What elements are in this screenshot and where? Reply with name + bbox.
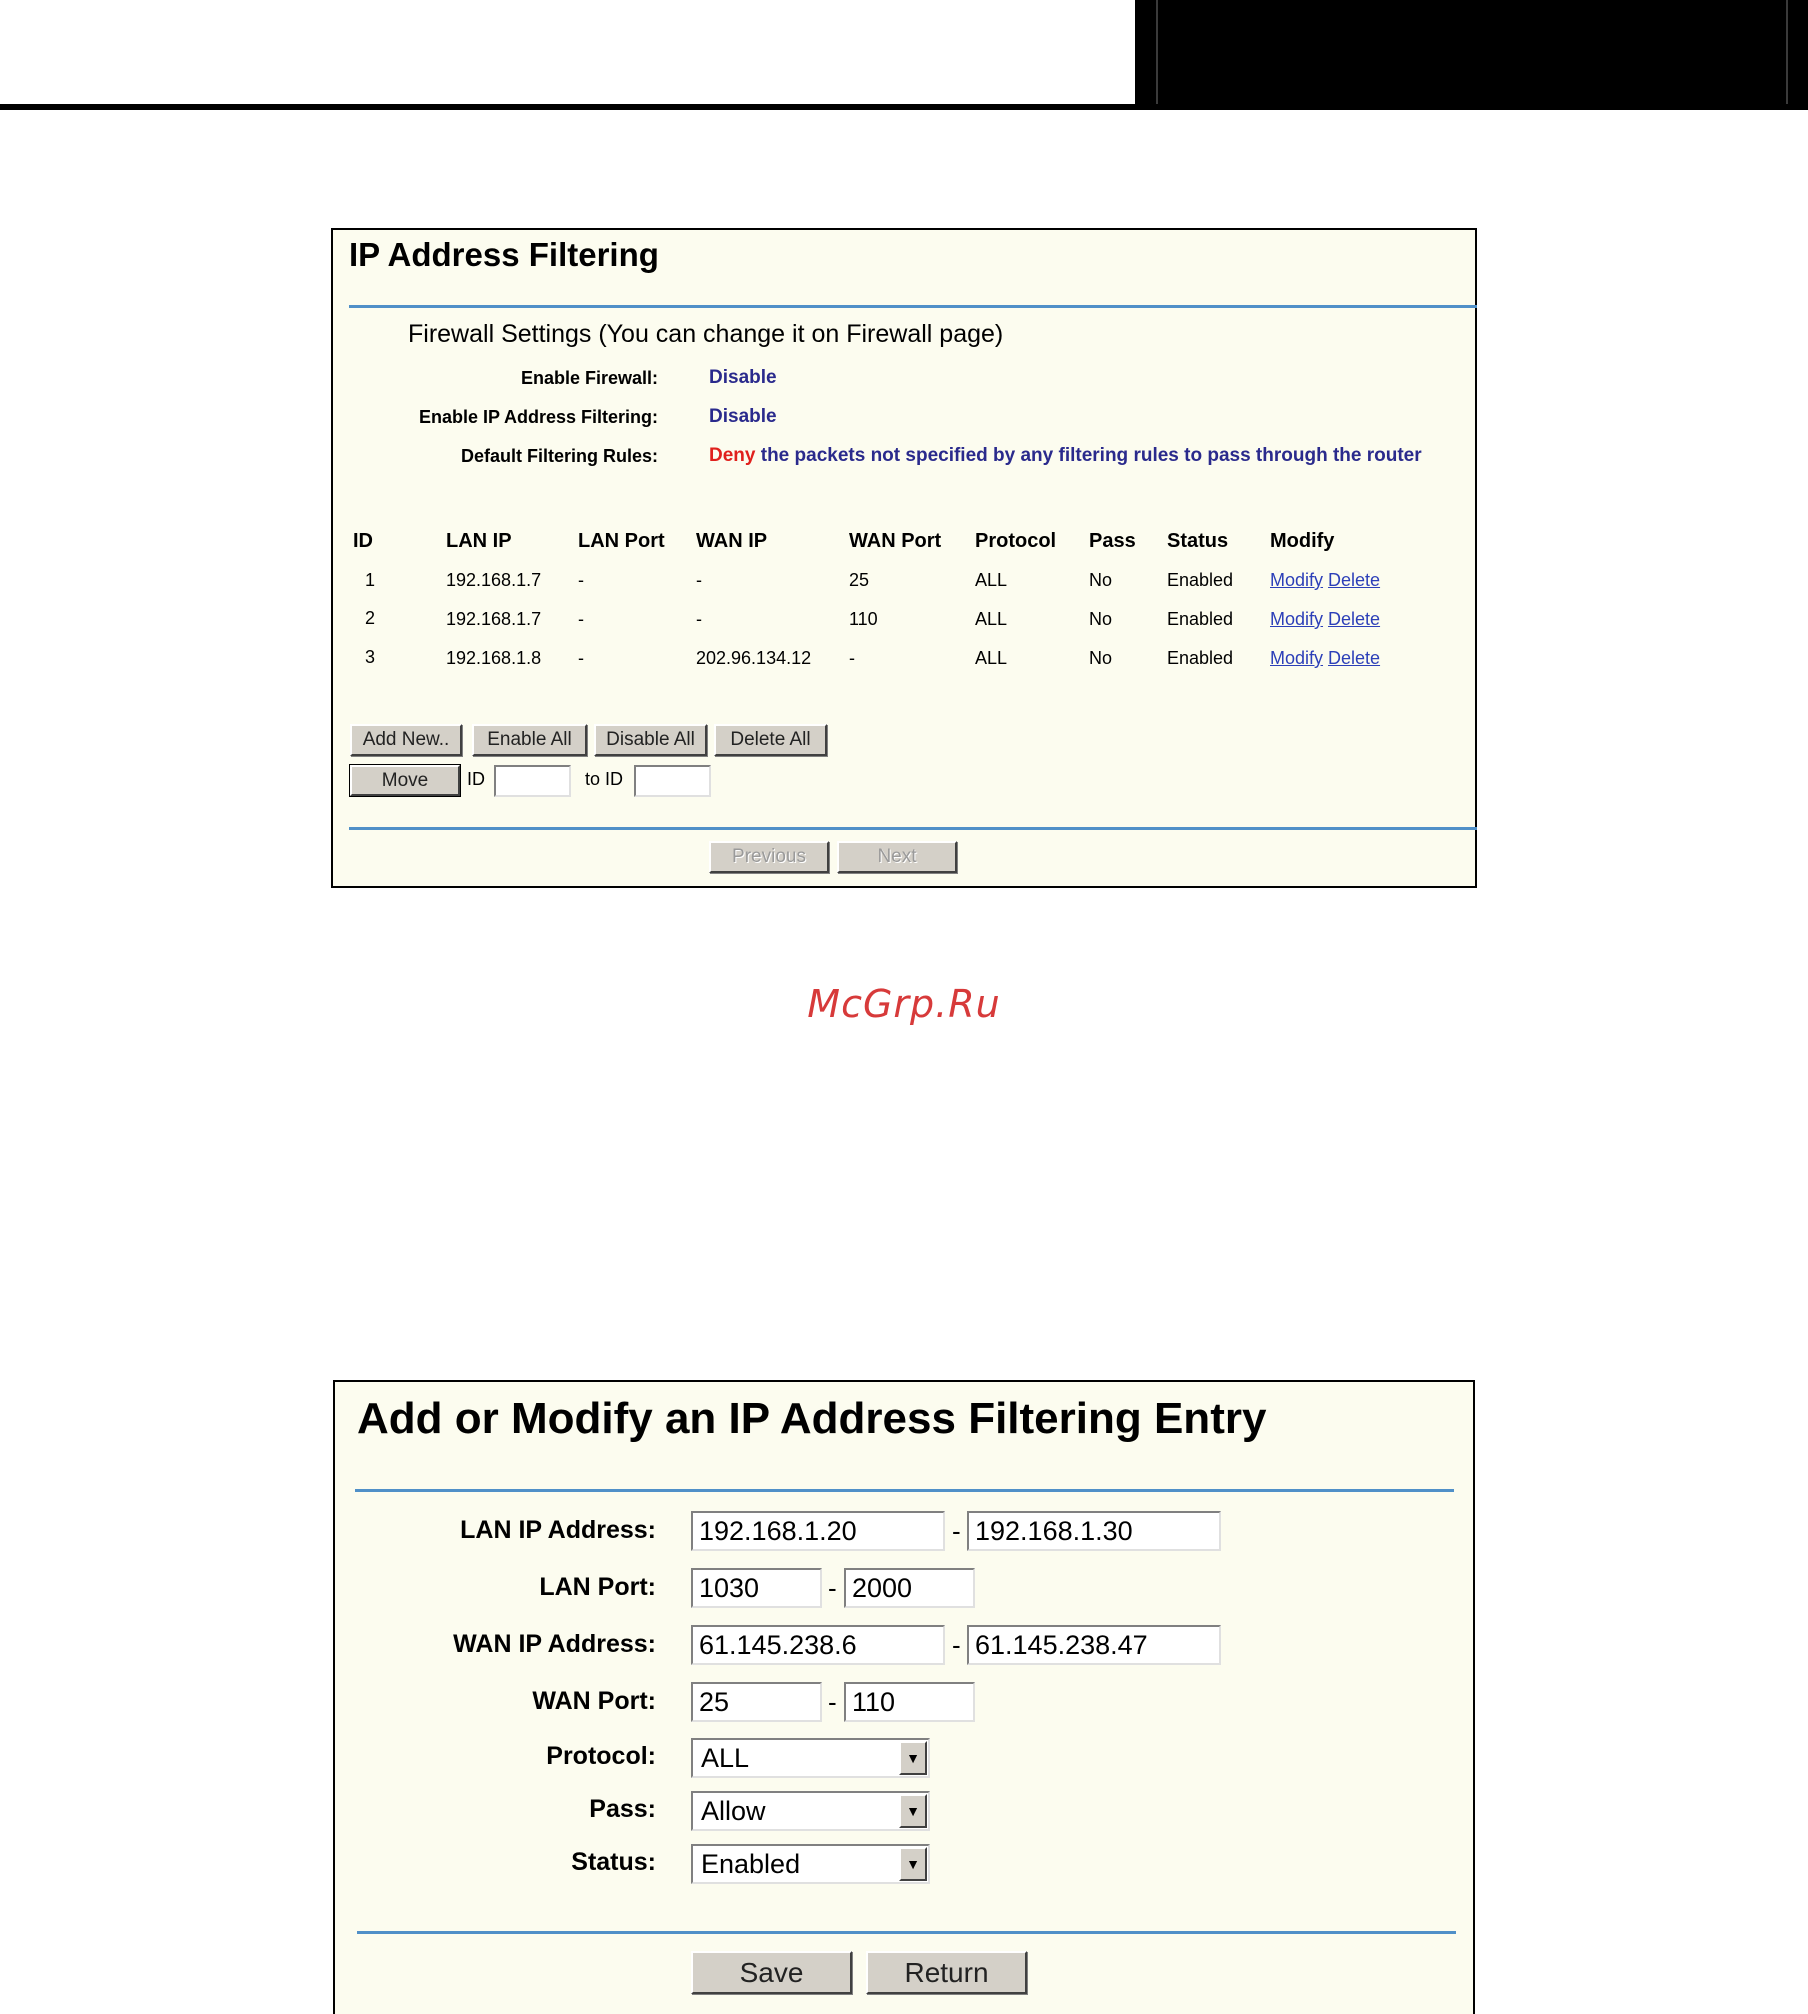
column-header-lan-port: LAN Port: [578, 530, 665, 552]
dropdown-arrow-icon[interactable]: ▼: [899, 1794, 927, 1828]
row-status: Enabled: [1167, 648, 1234, 668]
modify-link[interactable]: Modify: [1270, 648, 1324, 668]
row-pass: No: [1089, 648, 1113, 668]
pass-select[interactable]: [691, 1791, 930, 1831]
column-header-id: ID: [353, 530, 373, 552]
dropdown-arrow-icon[interactable]: ▼: [899, 1741, 927, 1775]
pass-selected-value: Allow: [701, 1796, 766, 1826]
row-id: 3: [365, 647, 376, 667]
return-button[interactable]: Return: [866, 1951, 1027, 1994]
lan-port-from-input[interactable]: [691, 1568, 822, 1608]
column-header-protocol: Protocol: [975, 530, 1057, 552]
lan-ip-address-label: LAN IP Address:: [460, 1516, 656, 1544]
wan-port-to-input[interactable]: [844, 1682, 975, 1722]
delete-link[interactable]: Delete: [1328, 648, 1381, 668]
column-header-modify: Modify: [1270, 530, 1335, 552]
status-selected-value: Enabled: [701, 1849, 801, 1879]
pass-label: Pass:: [589, 1795, 656, 1823]
header-black-block: [1135, 0, 1808, 110]
range-dash: -: [828, 1573, 837, 1603]
row-wan-port: 110: [849, 609, 878, 629]
disable-all-button[interactable]: Disable All: [594, 724, 707, 756]
protocol-selected-value: ALL: [701, 1743, 750, 1773]
move-id-input[interactable]: [494, 765, 571, 797]
row-pass: No: [1089, 609, 1113, 629]
column-header-lan-ip: LAN IP: [446, 530, 512, 552]
row-lan-ip: 192.168.1.7: [446, 609, 542, 629]
delete-link[interactable]: Delete: [1328, 609, 1381, 629]
ip-address-filtering-panel: [331, 228, 1477, 888]
row-status: Enabled: [1167, 570, 1234, 590]
protocol-label: Protocol:: [546, 1742, 656, 1770]
header-divider: [1156, 0, 1158, 104]
watermark: McGrp.Ru: [807, 982, 1001, 1026]
row-wan-ip: 202.96.134.12: [696, 648, 812, 668]
row-id: 1: [365, 570, 376, 590]
panel-title: Add or Modify an IP Address Filtering Entry: [357, 1394, 1267, 1443]
status-select[interactable]: [691, 1844, 930, 1884]
row-pass: No: [1089, 570, 1113, 590]
dropdown-arrow-icon[interactable]: ▼: [899, 1847, 927, 1881]
protocol-select[interactable]: [691, 1738, 930, 1778]
save-button[interactable]: Save: [691, 1951, 852, 1994]
row-lan-ip: 192.168.1.8: [446, 648, 542, 668]
lan-port-to-input[interactable]: [844, 1568, 975, 1608]
previous-button[interactable]: Previous: [709, 841, 829, 873]
wan-port-label: WAN Port:: [532, 1687, 656, 1715]
modify-link[interactable]: Modify: [1270, 570, 1324, 590]
wan-ip-from-input[interactable]: [691, 1625, 945, 1665]
move-to-id-label: to ID: [585, 769, 624, 789]
rules-description: the packets not specified by any filtering rules to pass through the router: [755, 445, 1422, 466]
add-modify-entry-panel: [333, 1380, 1475, 2014]
lan-ip-from-input[interactable]: [691, 1511, 945, 1551]
status-label: Status:: [571, 1848, 656, 1876]
wan-port-from-input[interactable]: [691, 1682, 822, 1722]
enable-firewall-label: Enable Firewall:: [520, 368, 658, 388]
wan-ip-to-input[interactable]: [967, 1625, 1221, 1665]
default-rules-value: [709, 445, 1422, 467]
move-to-id-input[interactable]: [634, 765, 711, 797]
range-dash: -: [828, 1687, 837, 1717]
row-actions: [1270, 609, 1380, 630]
row-wan-port: -: [849, 648, 855, 668]
add-new-button[interactable]: Add New..: [350, 724, 462, 756]
row-lan-port: -: [578, 570, 584, 590]
default-rules-label: Default Filtering Rules:: [460, 446, 658, 466]
modify-link[interactable]: Modify: [1270, 609, 1324, 629]
enable-firewall-value: Disable: [709, 367, 777, 388]
column-header-wan-port: WAN Port: [849, 530, 942, 552]
firewall-settings-heading: Firewall Settings (You can change it on Firewall page): [408, 320, 1004, 348]
row-id: 2: [365, 608, 376, 628]
lan-port-label: LAN Port:: [539, 1573, 656, 1601]
column-header-wan-ip: WAN IP: [696, 530, 768, 552]
divider: [349, 305, 1477, 308]
row-wan-ip: -: [696, 570, 702, 590]
row-lan-port: -: [578, 648, 584, 668]
enable-ip-filtering-value: Disable: [709, 406, 777, 427]
row-actions: [1270, 648, 1380, 669]
column-header-pass: Pass: [1089, 530, 1136, 552]
range-dash: -: [952, 1630, 961, 1660]
enable-ip-filtering-label: Enable IP Address Filtering:: [418, 407, 658, 427]
lan-ip-to-input[interactable]: [967, 1511, 1221, 1551]
deny-text: Deny: [709, 445, 756, 466]
row-wan-port: 25: [849, 570, 870, 590]
wan-ip-address-label: WAN IP Address:: [453, 1630, 656, 1658]
header-rule: [0, 104, 1135, 110]
row-actions: [1270, 570, 1380, 591]
panel-title: IP Address Filtering: [349, 236, 659, 273]
row-lan-port: -: [578, 609, 584, 629]
row-protocol: ALL: [975, 648, 1008, 668]
move-button[interactable]: Move: [350, 765, 460, 796]
move-id-label: ID: [467, 769, 485, 789]
row-wan-ip: -: [696, 609, 702, 629]
divider: [355, 1489, 1454, 1492]
next-button[interactable]: Next: [837, 841, 957, 873]
delete-all-button[interactable]: Delete All: [714, 724, 827, 756]
row-status: Enabled: [1167, 609, 1234, 629]
header-divider: [1786, 0, 1788, 104]
divider: [349, 827, 1477, 830]
range-dash: -: [952, 1516, 961, 1546]
divider: [357, 1931, 1456, 1934]
enable-all-button[interactable]: Enable All: [472, 724, 587, 756]
row-lan-ip: 192.168.1.7: [446, 570, 542, 590]
row-protocol: ALL: [975, 609, 1008, 629]
column-header-status: Status: [1167, 530, 1229, 552]
delete-link[interactable]: Delete: [1328, 570, 1381, 590]
row-protocol: ALL: [975, 570, 1008, 590]
